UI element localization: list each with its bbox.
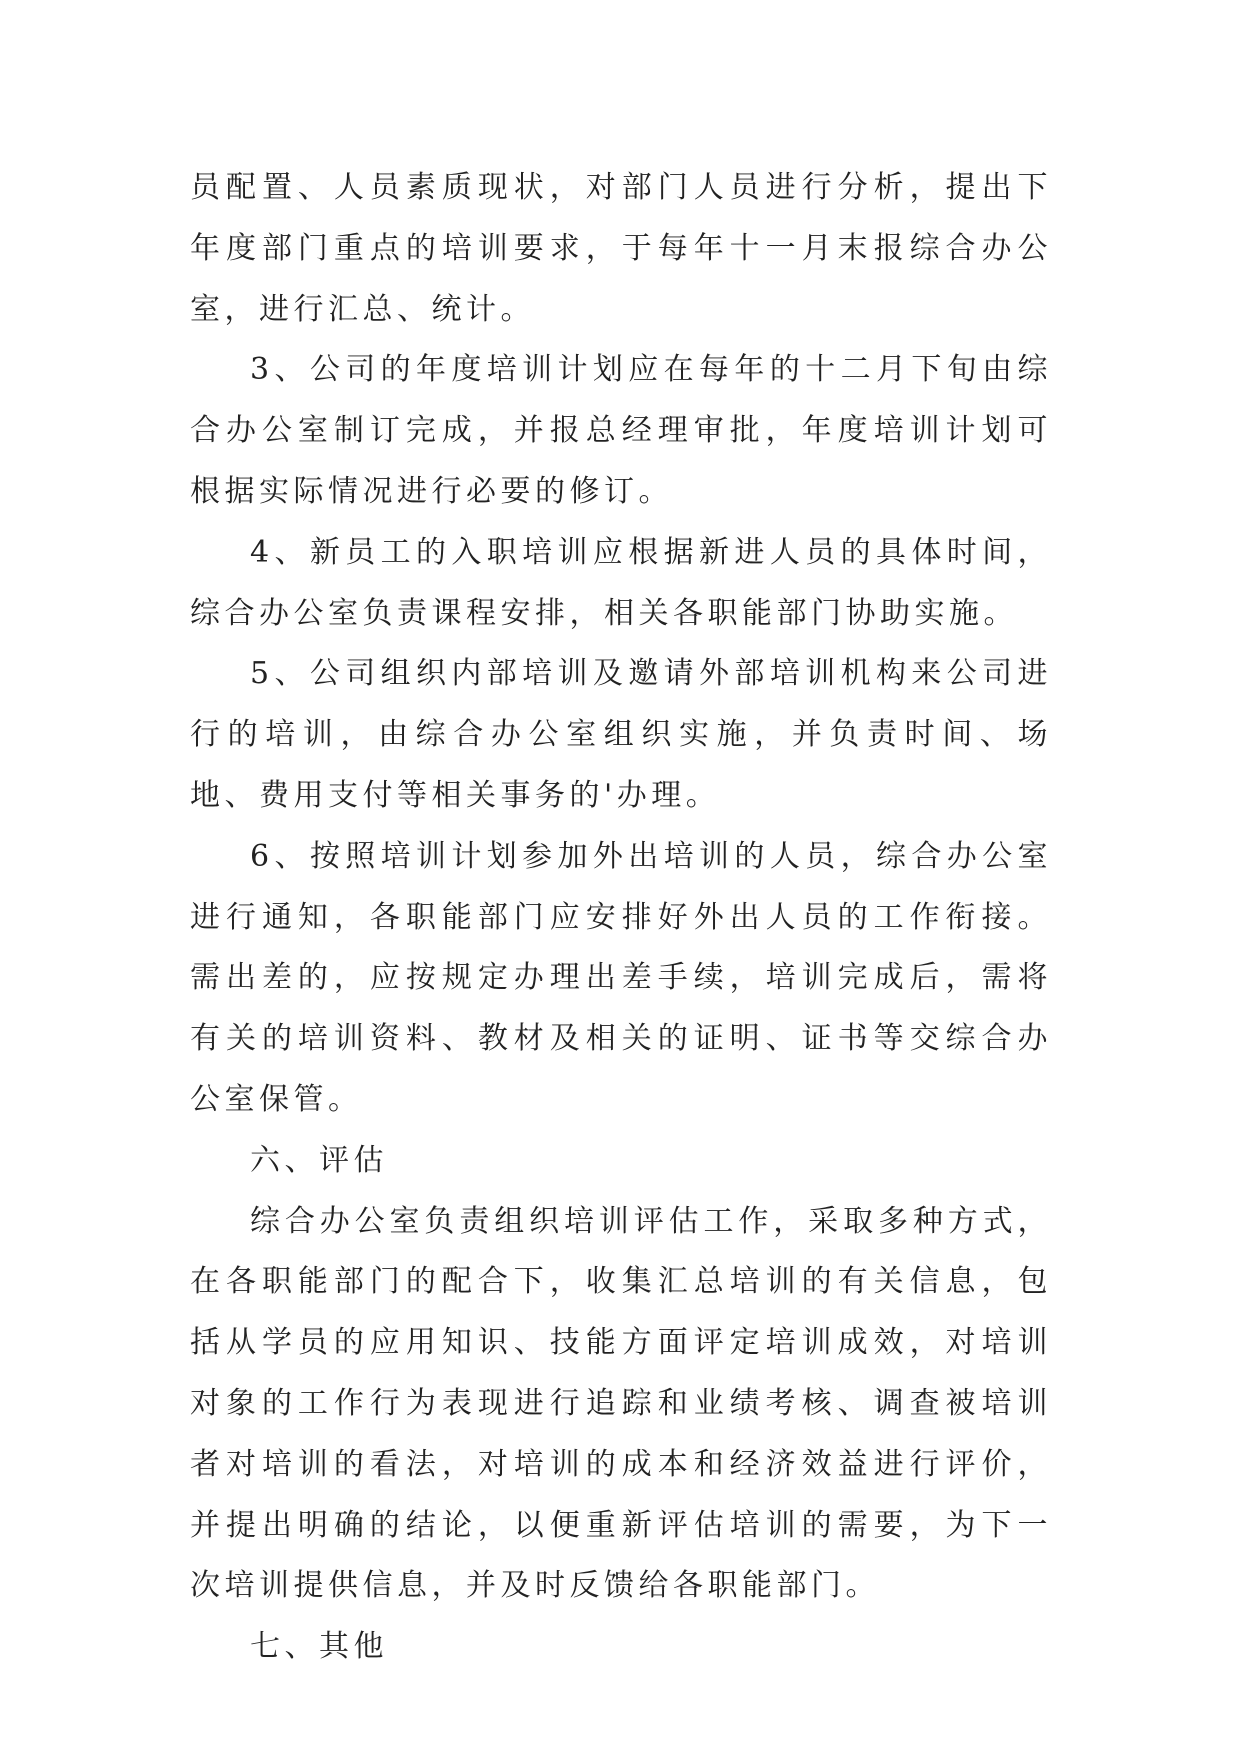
paragraph-item-6: 6、按照培训计划参加外出培训的人员，综合办公室进行通知，各职能部门应安排好外出人员的工作衔接。需出差的，应按规定办理出差手续，培训完成后，需将有关的培训资料、教材及相关的证明、证书等交综合办公室保管。 [190, 838, 1052, 1117]
paragraph-item-3: 3、公司的年度培训计划应在每年的十二月下旬由综合办公室制订完成，并报总经理审批，年度培训计划可根据实际情况进行必要的修订。 [190, 352, 1052, 509]
paragraph-item-4: 4、新员工的入职培训应根据新进人员的具体时间，综合办公室负责课程安排，相关各职能部门协助实施。 [190, 534, 1052, 631]
document-body [190, 158, 1052, 1678]
section-heading-other: 七、其他 [250, 1629, 388, 1665]
paragraph-evaluation: 综合办公室负责组织培训评估工作，采取多种方式，在各职能部门的配合下，收集汇总培训的有关信息，包括从学员的应用知识、技能方面评定培训成效，对培训对象的工作行为表现进行追踪和业绩考核、调查被培训者对培训的看法，对培训的成本和经济效益进行评价，并提出明确的结论，以便重新评估培训的需要，为下一次培训提供信息，并及时反馈给各职能部门。 [190, 1203, 1052, 1604]
section-heading-evaluation: 六、评估 [250, 1142, 388, 1178]
paragraph-continuation: 员配置、人员素质现状，对部门人员进行分析，提出下年度部门重点的培训要求，于每年十一月末报综合办公室，进行汇总、统计。 [190, 170, 1052, 327]
paragraph-item-5: 5、公司组织内部培训及邀请外部培训机构来公司进行的培训，由综合办公室组织实施，并负责时间、场地、费用支付等相关事务的'办理。 [190, 656, 1052, 813]
